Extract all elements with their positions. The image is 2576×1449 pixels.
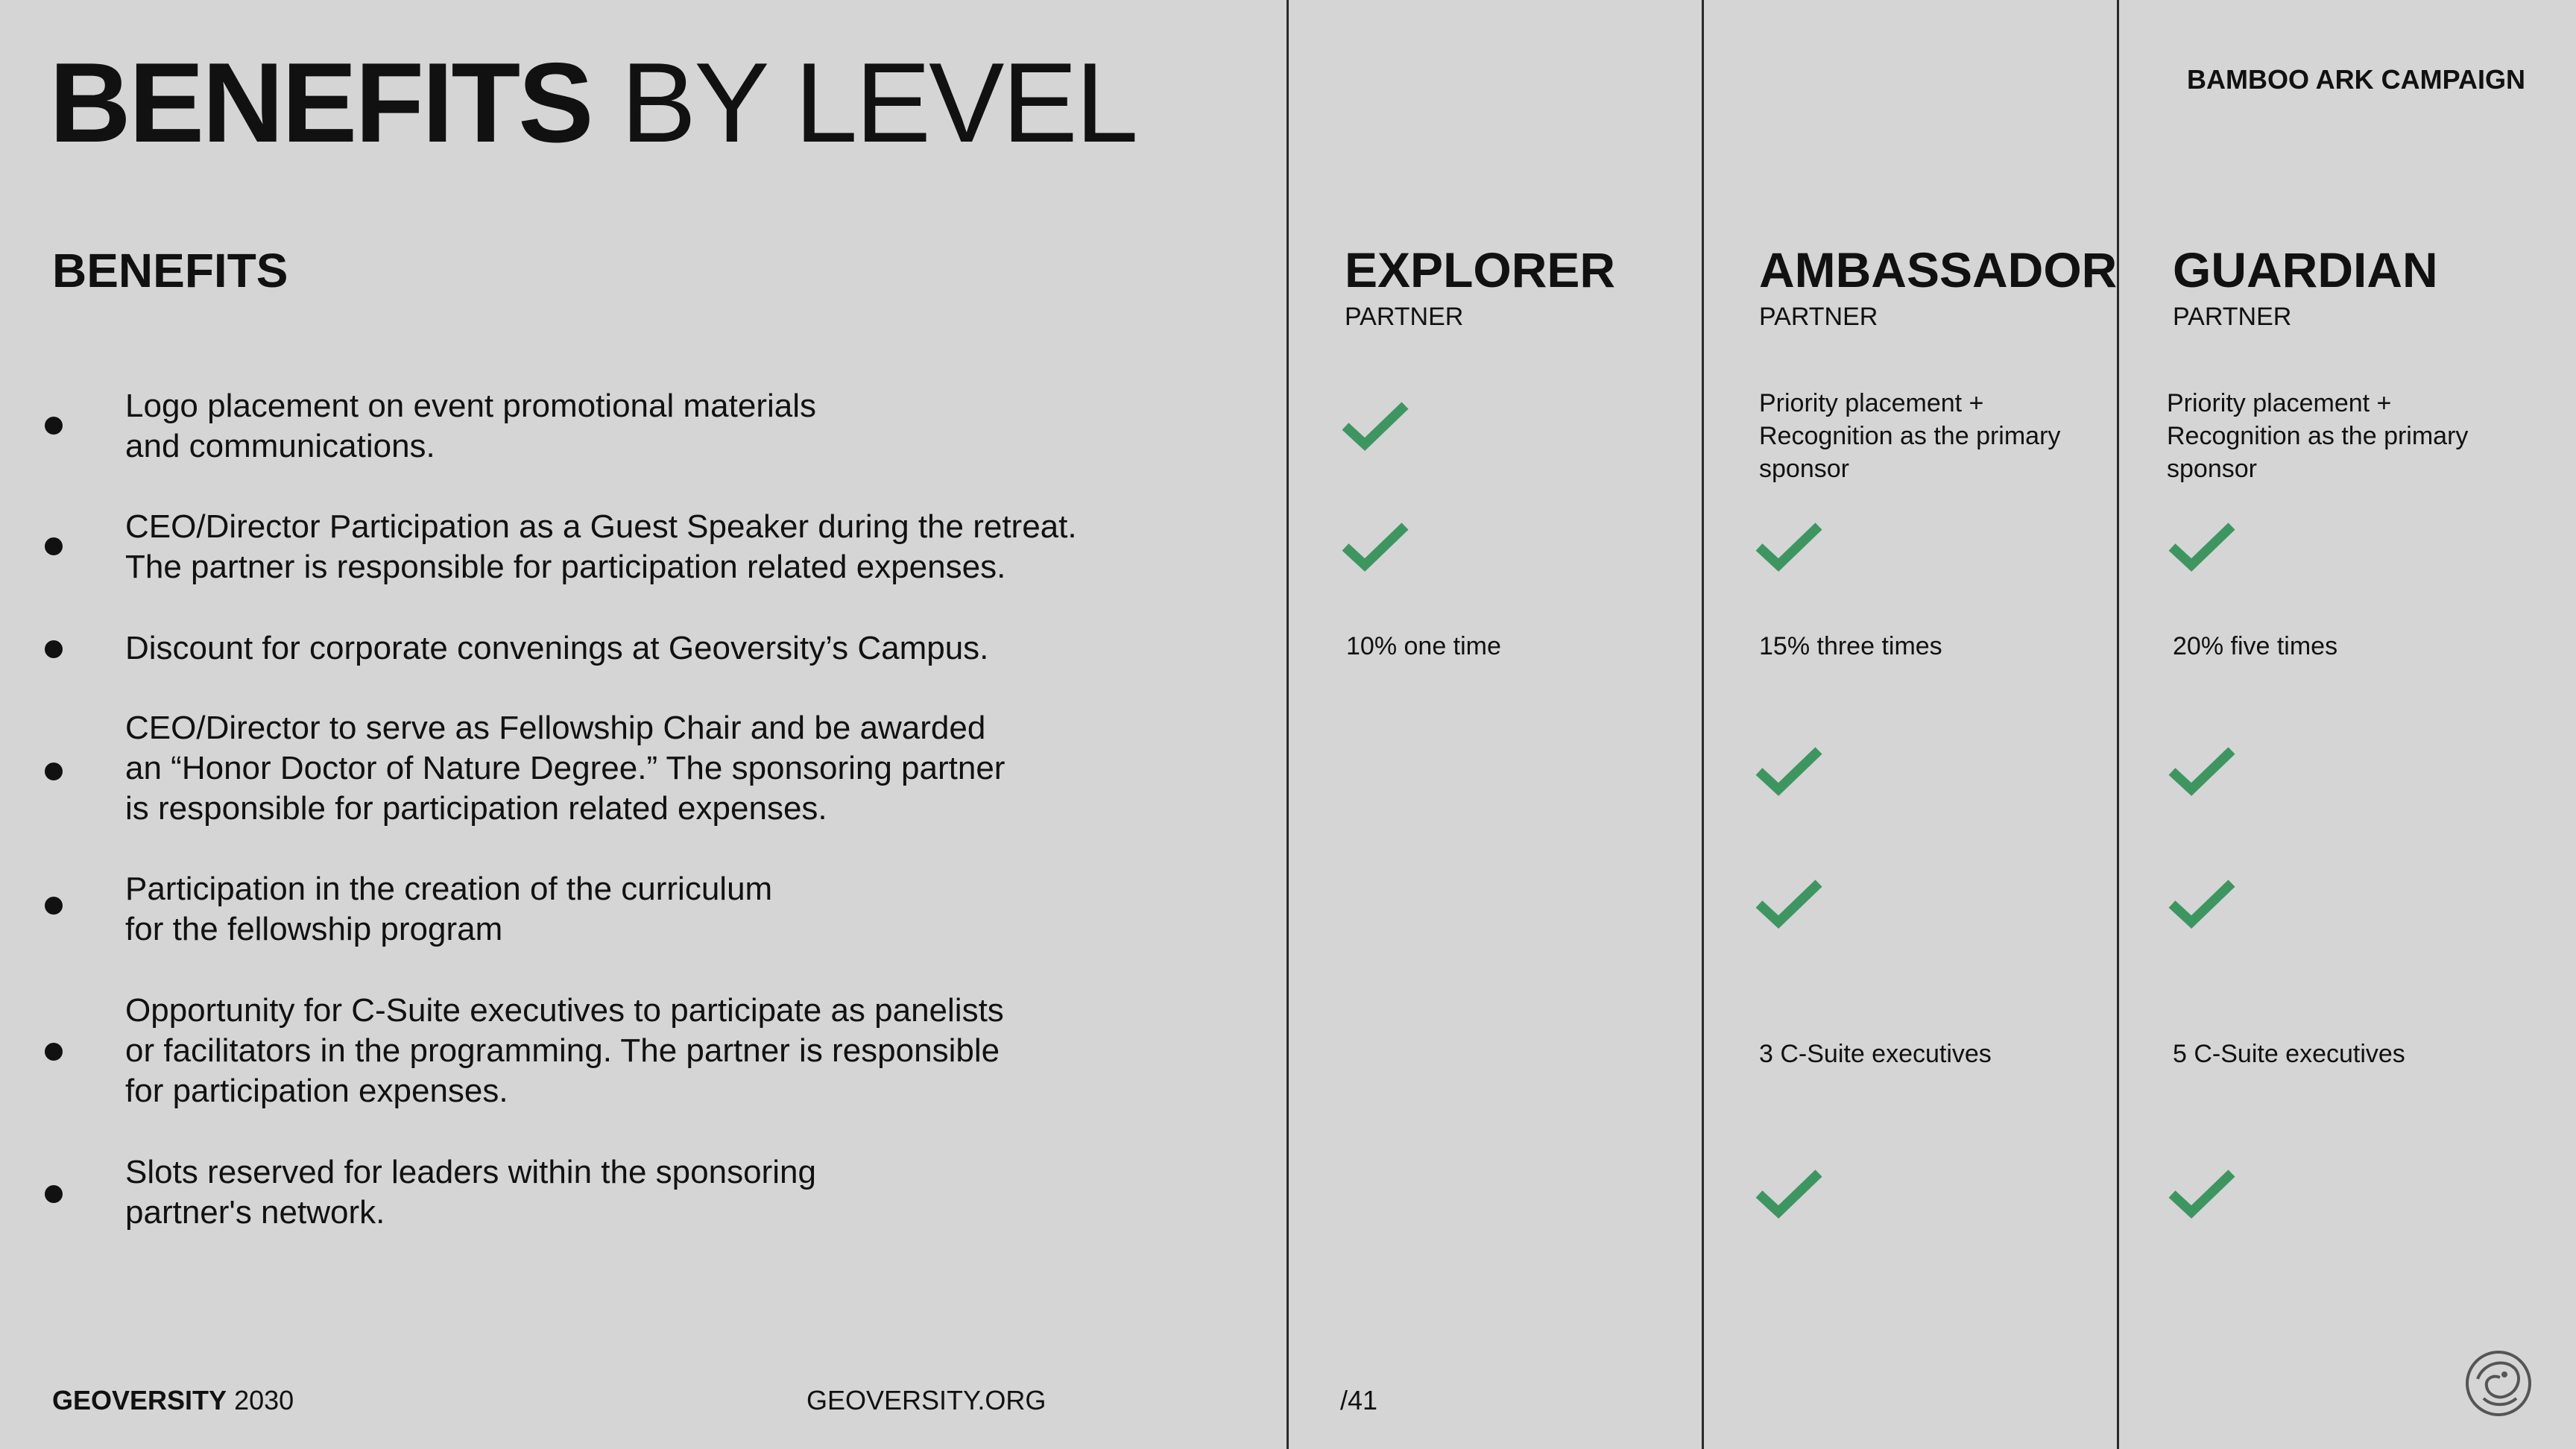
checkmark-icon bbox=[1753, 517, 1825, 577]
page-title-light: BY LEVEL bbox=[620, 40, 1137, 166]
checkmark-icon bbox=[1753, 742, 1825, 801]
column-divider bbox=[2117, 0, 2119, 1449]
footer-brand-year: 2030 bbox=[234, 1385, 294, 1415]
level-name: GUARDIAN bbox=[2173, 242, 2438, 297]
level-subtitle: PARTNER bbox=[1759, 303, 1878, 331]
bullet bbox=[45, 1043, 63, 1061]
benefit-item: CEO/Director to serve as Fellowship Chair and be awarded an “Honor Doctor of Nature Degree.” The sponsoring partner is responsible for participation related expenses. bbox=[125, 710, 1006, 827]
checkmark-icon bbox=[2166, 742, 2238, 801]
guardian-logo-placement: Priority placement + Recognition as the primary sponsor bbox=[2167, 389, 2469, 483]
benefit-item: Participation in the creation of the curriculum for the fellowship program bbox=[125, 871, 773, 947]
column-divider bbox=[1702, 0, 1704, 1449]
benefit-item: CEO/Director Participation as a Guest Speaker during the retreat. The partner is responsible for participation related expenses. bbox=[125, 508, 1077, 585]
geoversity-logo-icon bbox=[2461, 1346, 2536, 1421]
level-header-explorer bbox=[1345, 240, 1615, 334]
footer-website-link[interactable]: GEOVERSITY.ORG bbox=[806, 1385, 1046, 1415]
benefit-item: Logo placement on event promotional materials and communications. bbox=[125, 388, 816, 464]
column-divider bbox=[1287, 0, 1289, 1449]
checkmark-icon bbox=[2166, 1164, 2238, 1224]
page-title-bold: BENEFITS bbox=[49, 40, 592, 166]
campaign-label: BAMBOO ARK CAMPAIGN bbox=[2187, 64, 2525, 95]
guardian-discount: 20% five times bbox=[2173, 632, 2338, 660]
bullet bbox=[45, 763, 63, 780]
level-subtitle: PARTNER bbox=[2173, 303, 2292, 331]
checkmark-icon bbox=[2166, 517, 2238, 577]
ambassador-csuite: 3 C-Suite executives bbox=[1759, 1040, 1992, 1068]
bullet bbox=[45, 537, 63, 555]
benefit-item: Discount for corporate convenings at Geoversity’s Campus. bbox=[125, 630, 989, 666]
checkmark-icon bbox=[1753, 1164, 1825, 1224]
checkmark-icon bbox=[1339, 397, 1411, 456]
bullet bbox=[45, 640, 63, 658]
guardian-csuite: 5 C-Suite executives bbox=[2173, 1040, 2405, 1068]
benefits-heading: BENEFITS bbox=[52, 244, 288, 297]
checkmark-icon bbox=[1753, 874, 1825, 934]
bullet bbox=[45, 1185, 63, 1203]
checkmark-icon bbox=[1339, 517, 1411, 577]
explorer-discount: 10% one time bbox=[1346, 632, 1501, 660]
ambassador-logo-placement: Priority placement + Recognition as the primary sponsor bbox=[1759, 389, 2061, 483]
bullet bbox=[45, 417, 63, 435]
level-subtitle: PARTNER bbox=[1345, 303, 1464, 331]
ambassador-discount: 15% three times bbox=[1759, 632, 1942, 660]
benefit-item: Opportunity for C-Suite executives to participate as panelists or facilitators in the programming. The partner is responsible for participation expenses. bbox=[125, 992, 1004, 1109]
checkmark-icon bbox=[2166, 874, 2238, 934]
level-header-guardian bbox=[2173, 240, 2438, 334]
level-name: AMBASSADOR bbox=[1759, 242, 2118, 297]
footer-brand-name: GEOVERSITY bbox=[52, 1385, 227, 1415]
level-header-ambassador bbox=[1759, 240, 2117, 334]
page-title bbox=[49, 39, 1136, 167]
page-number: /41 bbox=[1340, 1385, 1378, 1415]
level-name: EXPLORER bbox=[1345, 242, 1616, 297]
bullet bbox=[45, 897, 63, 915]
footer-brand bbox=[52, 1385, 294, 1416]
benefit-item: Slots reserved for leaders within the sponsoring partner's network. bbox=[125, 1154, 816, 1231]
